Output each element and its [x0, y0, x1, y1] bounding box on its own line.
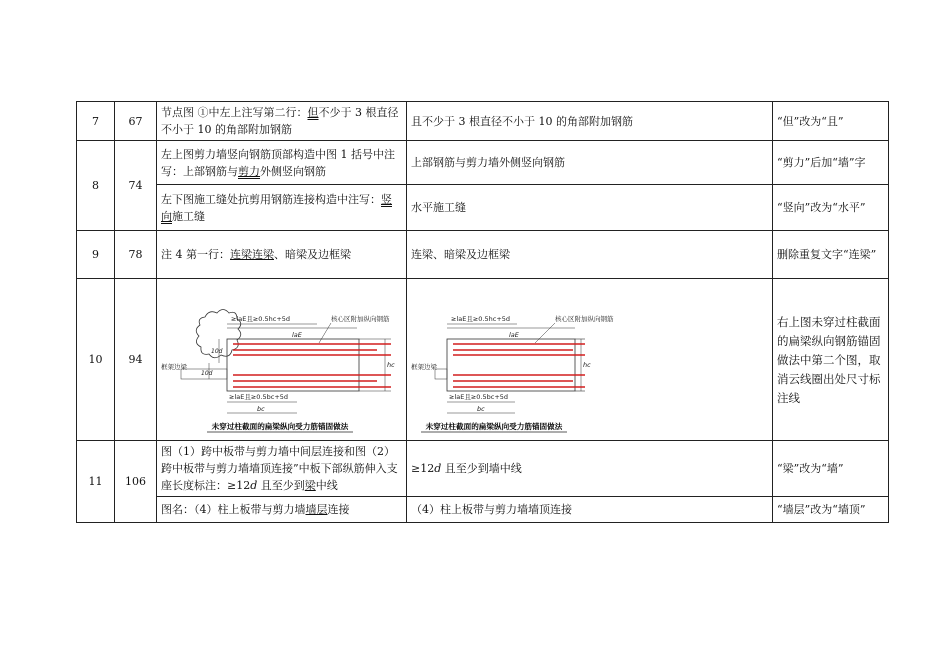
edge-beam-label: 框架边梁 — [411, 362, 437, 371]
original-text: 左上图剪力墙竖向钢筋顶部构造中图 1 括号中注写：上部钢筋与剪力外侧竖向钢筋 — [157, 141, 407, 185]
table-row — [77, 141, 889, 185]
correction-action: “竖向”改为“水平” — [773, 185, 889, 231]
corrected-text: 且不少于 3 根直径不小于 10 的角部附加钢筋 — [407, 102, 773, 141]
original-text: 图（1）跨中板带与剪力墙中间层连接和图（2）跨中板带与剪力墙墙顶连接”中板下部纵筋伸入支座长度标注：≥12d 且至少到梁中线 — [157, 441, 407, 497]
ten-d-label: 10d — [211, 347, 223, 355]
correction-action: “梁”改为“墙” — [773, 441, 889, 497]
table-row — [77, 231, 889, 279]
original-beam-drawing — [157, 281, 407, 439]
page-number: 67 — [115, 102, 157, 141]
row-number: 10 — [77, 279, 115, 441]
core-label: 核心区附加纵向钢筋 — [555, 314, 614, 323]
bottom-dimension-label: ≥laE且≥0.5bc+5d — [449, 392, 509, 401]
core-label: 核心区附加纵向钢筋 — [331, 314, 390, 323]
original-figure — [157, 279, 407, 441]
table-row — [77, 279, 889, 441]
correction-action: “墙层”改为“墙顶” — [773, 497, 889, 523]
edge-beam-label: 框架边梁 — [161, 362, 187, 371]
top-dimension-label: ≥laE且≥0.5hc+5d — [451, 314, 511, 323]
original-text: 节点图 ①中左上注写第二行：但不少于 3 根直径不小于 10 的角部附加钢筋 — [157, 102, 407, 141]
ten-d-label: 10d — [201, 369, 213, 377]
table-row — [77, 102, 889, 141]
figure-caption: 未穿过柱截面的扁梁纵向受力筋锚固做法 — [211, 421, 349, 431]
original-text: 注 4 第一行：连梁连梁、暗梁及边框梁 — [157, 231, 407, 279]
corrected-beam-drawing — [407, 281, 773, 439]
corrected-text: （4）柱上板带与剪力墙墙顶连接 — [407, 497, 773, 523]
page-number: 74 — [115, 141, 157, 231]
figure-caption: 未穿过柱截面的扁梁纵向受力筋锚固做法 — [425, 421, 563, 431]
bottom-dimension-label: ≥laE且≥0.5bc+5d — [229, 392, 289, 401]
correction-action: “但”改为“且” — [773, 102, 889, 141]
table-row — [77, 185, 889, 231]
lae-label: laE — [509, 330, 519, 339]
original-text: 左下图施工缝处抗剪用钢筋连接构造中注写：竖向施工缝 — [157, 185, 407, 231]
page-number: 106 — [115, 441, 157, 523]
corrected-text: 上部钢筋与剪力墙外侧竖向钢筋 — [407, 141, 773, 185]
table-row — [77, 441, 889, 497]
bc-label: bc — [477, 404, 485, 413]
row-number: 9 — [77, 231, 115, 279]
top-dimension-label: ≥laE且≥0.5hc+5d — [231, 314, 291, 323]
hc-label: hc — [583, 360, 591, 369]
lae-label: laE — [292, 330, 302, 339]
hc-label: hc — [387, 360, 395, 369]
errata-table — [76, 101, 889, 523]
corrected-figure — [407, 279, 773, 441]
row-number: 11 — [77, 441, 115, 523]
corrected-text: ≥12d 且至少到墙中线 — [407, 441, 773, 497]
corrected-text: 水平施工缝 — [407, 185, 773, 231]
correction-action: 删除重复文字“连梁” — [773, 231, 889, 279]
correction-action: “剪力”后加“墙”字 — [773, 141, 889, 185]
correction-action: 右上图未穿过柱截面的扁梁纵向钢筋锚固做法中第二个图，取消云线圈出处尺寸标注线 — [773, 279, 889, 441]
row-number: 7 — [77, 102, 115, 141]
page-number: 78 — [115, 231, 157, 279]
table-row — [77, 497, 889, 523]
page-number: 94 — [115, 279, 157, 441]
corrected-text: 连梁、暗梁及边框梁 — [407, 231, 773, 279]
bc-label: bc — [257, 404, 265, 413]
original-text: 图名：（4）柱上板带与剪力墙墙层连接 — [157, 497, 407, 523]
row-number: 8 — [77, 141, 115, 231]
